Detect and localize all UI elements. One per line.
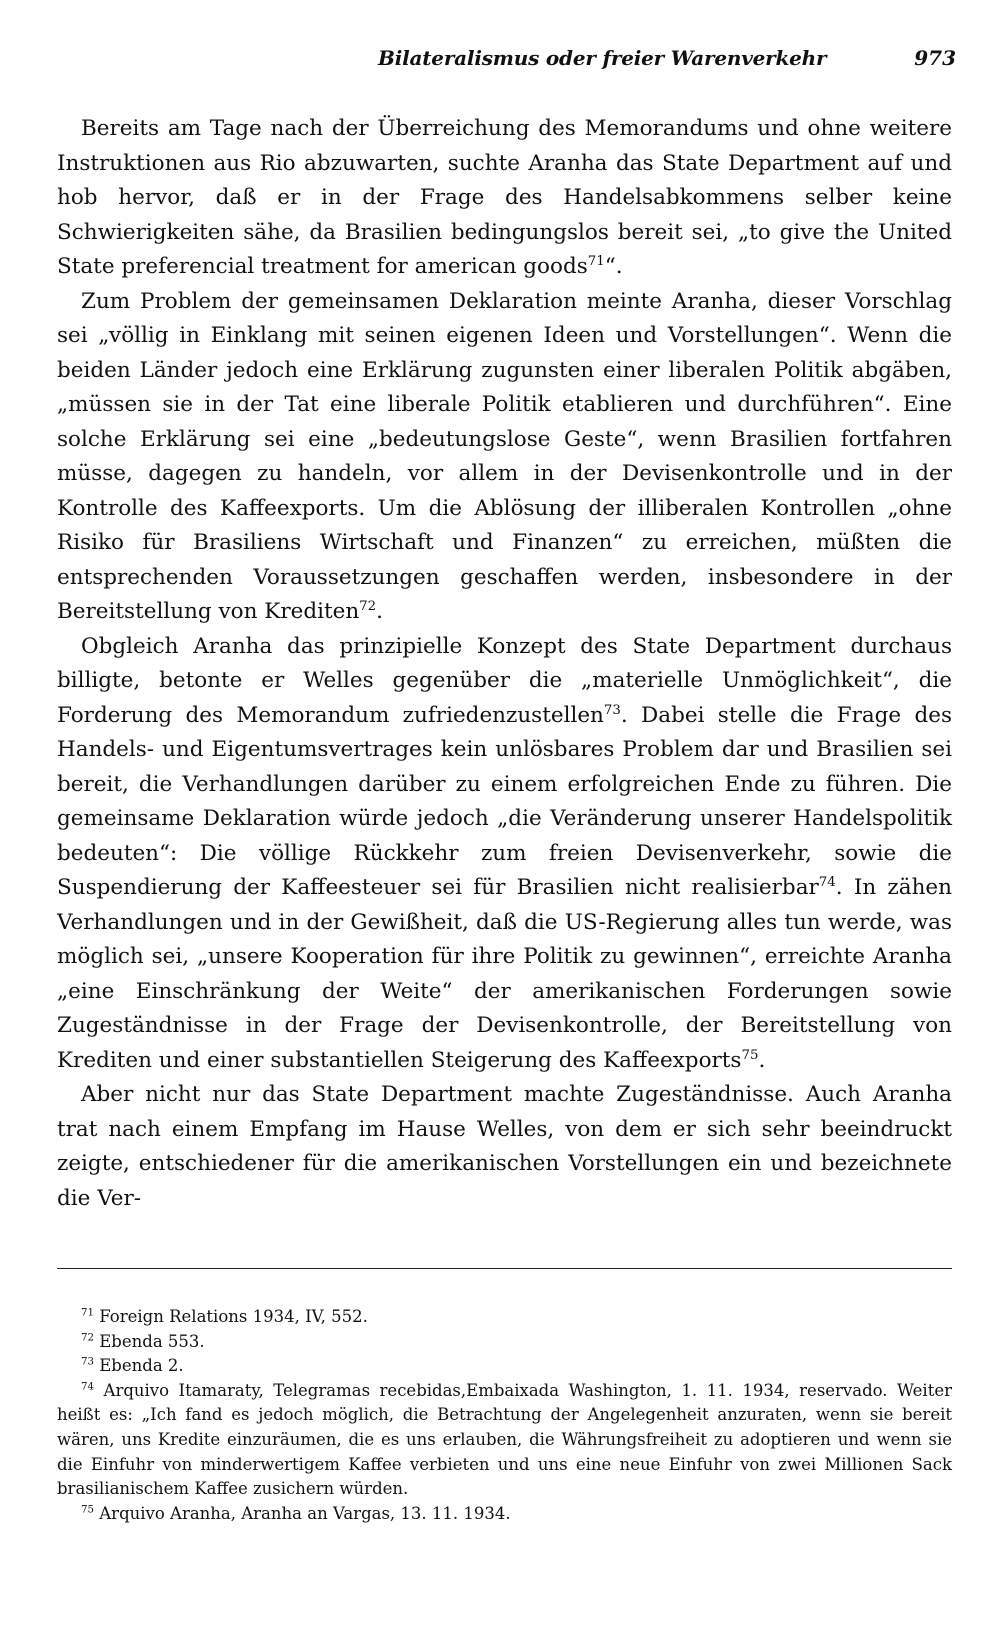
footnote-number: 73 <box>81 1356 95 1368</box>
paragraph-text: Obgleich Aranha das prinzipielle Konzept des State Department durchaus billigte, betonte er Welles gegenüber die „materielle Unmöglichkeit“, die Forderung des Memorandum zufriedenzustellen <box>57 633 952 728</box>
footnote-ref-72: 72 <box>359 598 377 614</box>
footnote-number: 74 <box>81 1381 95 1393</box>
running-head <box>60 46 960 78</box>
footnote-text: Ebenda 2. <box>99 1356 184 1376</box>
footnote-text: Arquivo Itamaraty, Telegramas recebidas,Embaixada Washington, 1. 11. 1934, reservado. Weiter heißt es: „Ich fand es jedoch möglich, die Betrachtung der Angelegenheit anzuraten, wenn sie bereit wären, uns Kredite einzuräumen, die es uns erlauben, die Währungsfreiheit zu adoptieren und wenn sie die Einfuhr von minderwertigem Kaffee verbieten und uns eine neue Einfuhr von zwei Millionen Sack brasilianischem Kaffee zusichern würden. <box>57 1380 952 1499</box>
paragraph-text: “. <box>604 254 623 279</box>
footnote-ref-71: 71 <box>587 253 605 269</box>
footnote-text: Foreign Relations 1934, IV, 552. <box>99 1307 368 1326</box>
footnote-ref-74: 74 <box>818 874 836 890</box>
paragraph <box>57 630 952 1079</box>
paragraph <box>57 112 952 285</box>
footnote-number: 72 <box>81 1332 95 1344</box>
paragraph-text: . In zähen Verhandlungen und in der Gewißheit, daß die US-Regierung alles tun werde, was möglich sei, „unsere Kooperation für ihre Politik zu gewinnen“, erreichte Aranha „eine Einschränkung der Weite“ der amerikanischen Forderungen sowie Zugeständnisse in der Frage der Devisenkontrolle, der Bereitstellung von Krediten und einer substantiellen Steigerung des Kaffeexports <box>57 875 952 1073</box>
footnote-75 <box>57 1502 952 1527</box>
footnote-number: 75 <box>81 1504 95 1516</box>
paragraph-text: . Dabei stelle die Frage des Handels- und Eigentumsvertrages kein unlösbares Problem dar und Brasilien sei bereit, die Verhandlungen darüber zu einem erfolgreichen Ende zu führen. Die gemeinsame Deklaration würde jedoch „die Veränderung unserer Handelspolitik bedeuten“: Die völlige Rückkehr zum freien Devisenverkehr, sowie die Suspendierung der Kaffeesteuer sei für Brasilien nicht realisierbar <box>57 702 952 900</box>
running-title: Bilateralismus oder freier Warenverkehr <box>378 46 827 70</box>
footnote-73 <box>57 1354 952 1379</box>
footnote-ref-73: 73 <box>603 702 621 718</box>
footnote-number: 71 <box>81 1307 95 1319</box>
footnote-74 <box>57 1379 952 1502</box>
paragraph-text: . <box>758 1047 766 1073</box>
paragraph-text: Aber nicht nur das State Department machte Zugeständnisse. Auch Aranha trat nach einem Empfang im Hause Welles, von dem er sich sehr beeindruckt zeigte, entschiedener für die amerikanischen Vorstellungen ein und bezeichnete die Ver- <box>57 1082 952 1211</box>
page-number: 973 <box>914 46 956 70</box>
footnote-divider <box>57 1268 952 1269</box>
footnote-text: Arquivo Aranha, Aranha an Vargas, 13. 11. 1934. <box>99 1503 511 1523</box>
footnotes <box>57 1305 952 1526</box>
footnote-ref-75: 75 <box>741 1047 759 1063</box>
footnote-text: Ebenda 553. <box>99 1331 205 1351</box>
paragraph <box>57 1078 952 1216</box>
footnote-71 <box>57 1305 952 1330</box>
body-text <box>57 112 952 1216</box>
footnote-72 <box>57 1330 952 1355</box>
paragraph-text: Zum Problem der gemeinsamen Deklaration meinte Aranha, dieser Vorschlag sei „völlig in Einklang mit seinen eigenen Ideen und Vorstellungen“. Wenn die beiden Länder jedoch eine Erklärung zugunsten einer liberalen Politik abgäben, „müssen sie in der Tat eine liberale Politik etablieren und durchführen“. Eine solche Erklärung sei eine „bedeutungslose Geste“, wenn Brasilien fortfahren müsse, dagegen zu handeln, vor allem in der Devisenkontrolle und in der Kontrolle des Kaffeexports. Um die Ablösung der illiberalen Kontrollen „ohne Risiko für Brasiliens Wirtschaft und Finanzen“ zu erreichen, müßten die entsprechenden Voraussetzungen geschaffen werden, insbesondere in der Bereitstellung von Krediten <box>57 288 952 624</box>
paragraph-text: Bereits am Tage nach der Überreichung des Memorandums und ohne weitere Instruktionen aus Rio abzuwarten, suchte Aranha das State Department auf und hob hervor, daß er in der Frage des Handelsabkommens selber keine Schwierigkeiten sähe, da Brasilien bedingungslos bereit sei, „to give the United State preferencial treatment for american goods <box>57 116 952 279</box>
paragraph-text: . <box>376 599 383 624</box>
paragraph <box>57 285 952 630</box>
